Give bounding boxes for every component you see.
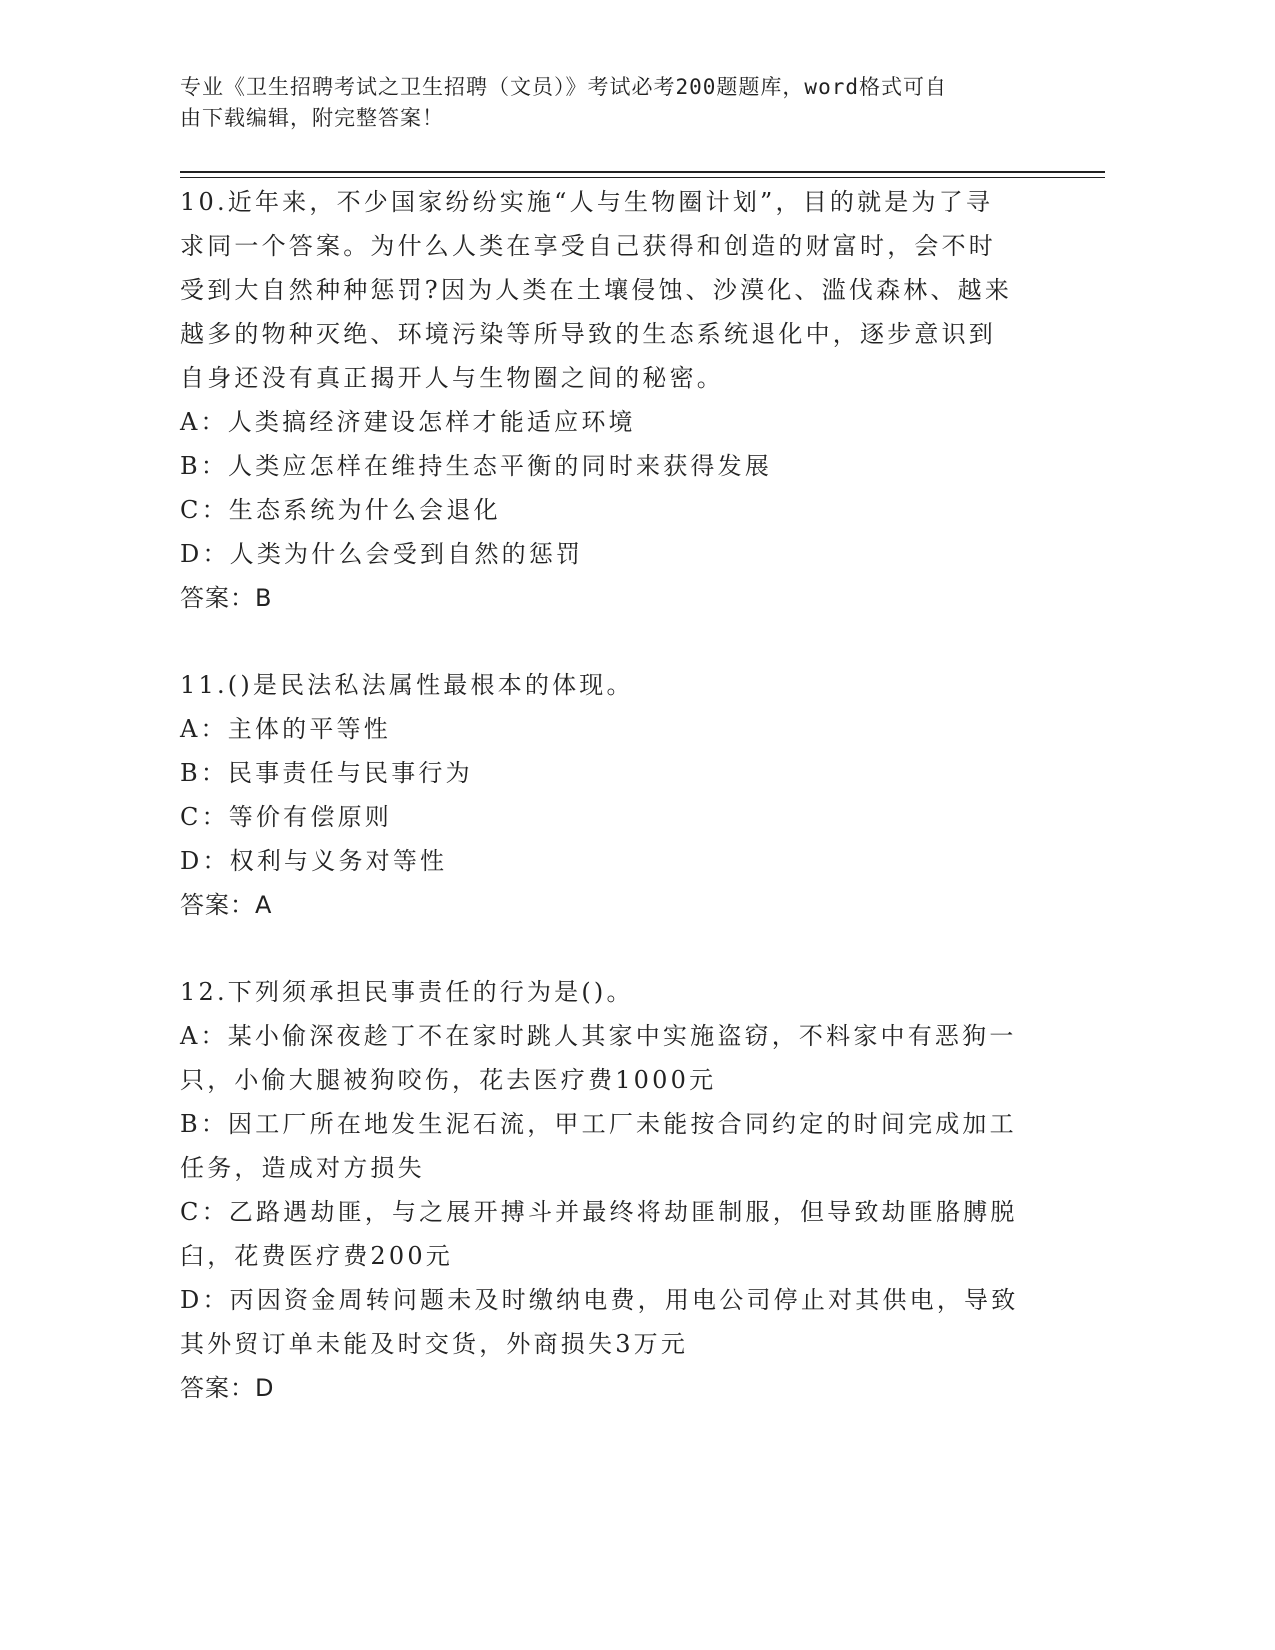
option-d: D：丙因资金周转问题未及时缴纳电费，用电公司停止对其供电，导致 xyxy=(180,1286,1019,1314)
question-line: 12.下列须承担民事责任的行为是()。 xyxy=(180,978,634,1006)
option-b: B：人类应怎样在维持生态平衡的同时来获得发展 xyxy=(180,452,773,480)
document-header xyxy=(180,72,1040,134)
answer-label: 答案：A xyxy=(180,891,273,919)
header-line-2: 由下载编辑，附完整答案！ xyxy=(180,106,444,130)
question-line: 越多的物种灭绝、环境污染等所导致的生态系统退化中，逐步意识到 xyxy=(180,320,996,348)
option-c: C：生态系统为什么会退化 xyxy=(180,496,501,524)
question-12 xyxy=(180,970,1040,1410)
question-11 xyxy=(180,663,1040,927)
question-10 xyxy=(180,180,1040,620)
option-a: A：人类搞经济建设怎样才能适应环境 xyxy=(180,408,636,436)
header-divider-thick xyxy=(180,171,1105,173)
question-list xyxy=(180,180,1040,1410)
option-d: D：人类为什么会受到自然的惩罚 xyxy=(180,540,584,568)
option-d-continued: 其外贸订单未能及时交货，外商损失3万元 xyxy=(180,1330,689,1358)
answer-label: 答案：B xyxy=(180,584,273,612)
option-d: D：权利与义务对等性 xyxy=(180,847,448,875)
option-b: B：民事责任与民事行为 xyxy=(180,759,473,787)
question-spacer xyxy=(180,927,1040,970)
question-line: 自身还没有真正揭开人与生物圈之间的秘密。 xyxy=(180,364,724,392)
option-b-continued: 任务，造成对方损失 xyxy=(180,1154,425,1182)
option-c-continued: 臼，花费医疗费200元 xyxy=(180,1242,454,1270)
option-c: C：乙路遇劫匪，与之展开搏斗并最终将劫匪制服，但导致劫匪胳膊脱 xyxy=(180,1198,1018,1226)
answer-label: 答案：D xyxy=(180,1374,275,1402)
option-a-continued: 只，小偷大腿被狗咬伤，花去医疗费1000元 xyxy=(180,1066,717,1094)
question-line: 11.()是民法私法属性最根本的体现。 xyxy=(180,671,634,699)
option-a: A：主体的平等性 xyxy=(180,715,391,743)
question-line: 求同一个答案。为什么人类在享受自己获得和创造的财富时，会不时 xyxy=(180,232,996,260)
header-divider-thin xyxy=(180,177,1105,178)
header-line-1: 专业《卫生招聘考试之卫生招聘（文员）》考试必考200题题库，word格式可自 xyxy=(180,75,947,99)
question-line: 受到大自然种种惩罚?因为人类在土壤侵蚀、沙漠化、滥伐森林、越来 xyxy=(180,276,1013,304)
question-line: 10.近年来，不少国家纷纷实施“人与生物圈计划”，目的就是为了寻 xyxy=(180,188,994,216)
option-b: B：因工厂所在地发生泥石流，甲工厂未能按合同约定的时间完成加工 xyxy=(180,1110,1017,1138)
option-c: C：等价有偿原则 xyxy=(180,803,392,831)
option-a: A：某小偷深夜趁丁不在家时跳人其家中实施盗窃，不料家中有恶狗一 xyxy=(180,1022,1017,1050)
question-spacer xyxy=(180,620,1040,663)
